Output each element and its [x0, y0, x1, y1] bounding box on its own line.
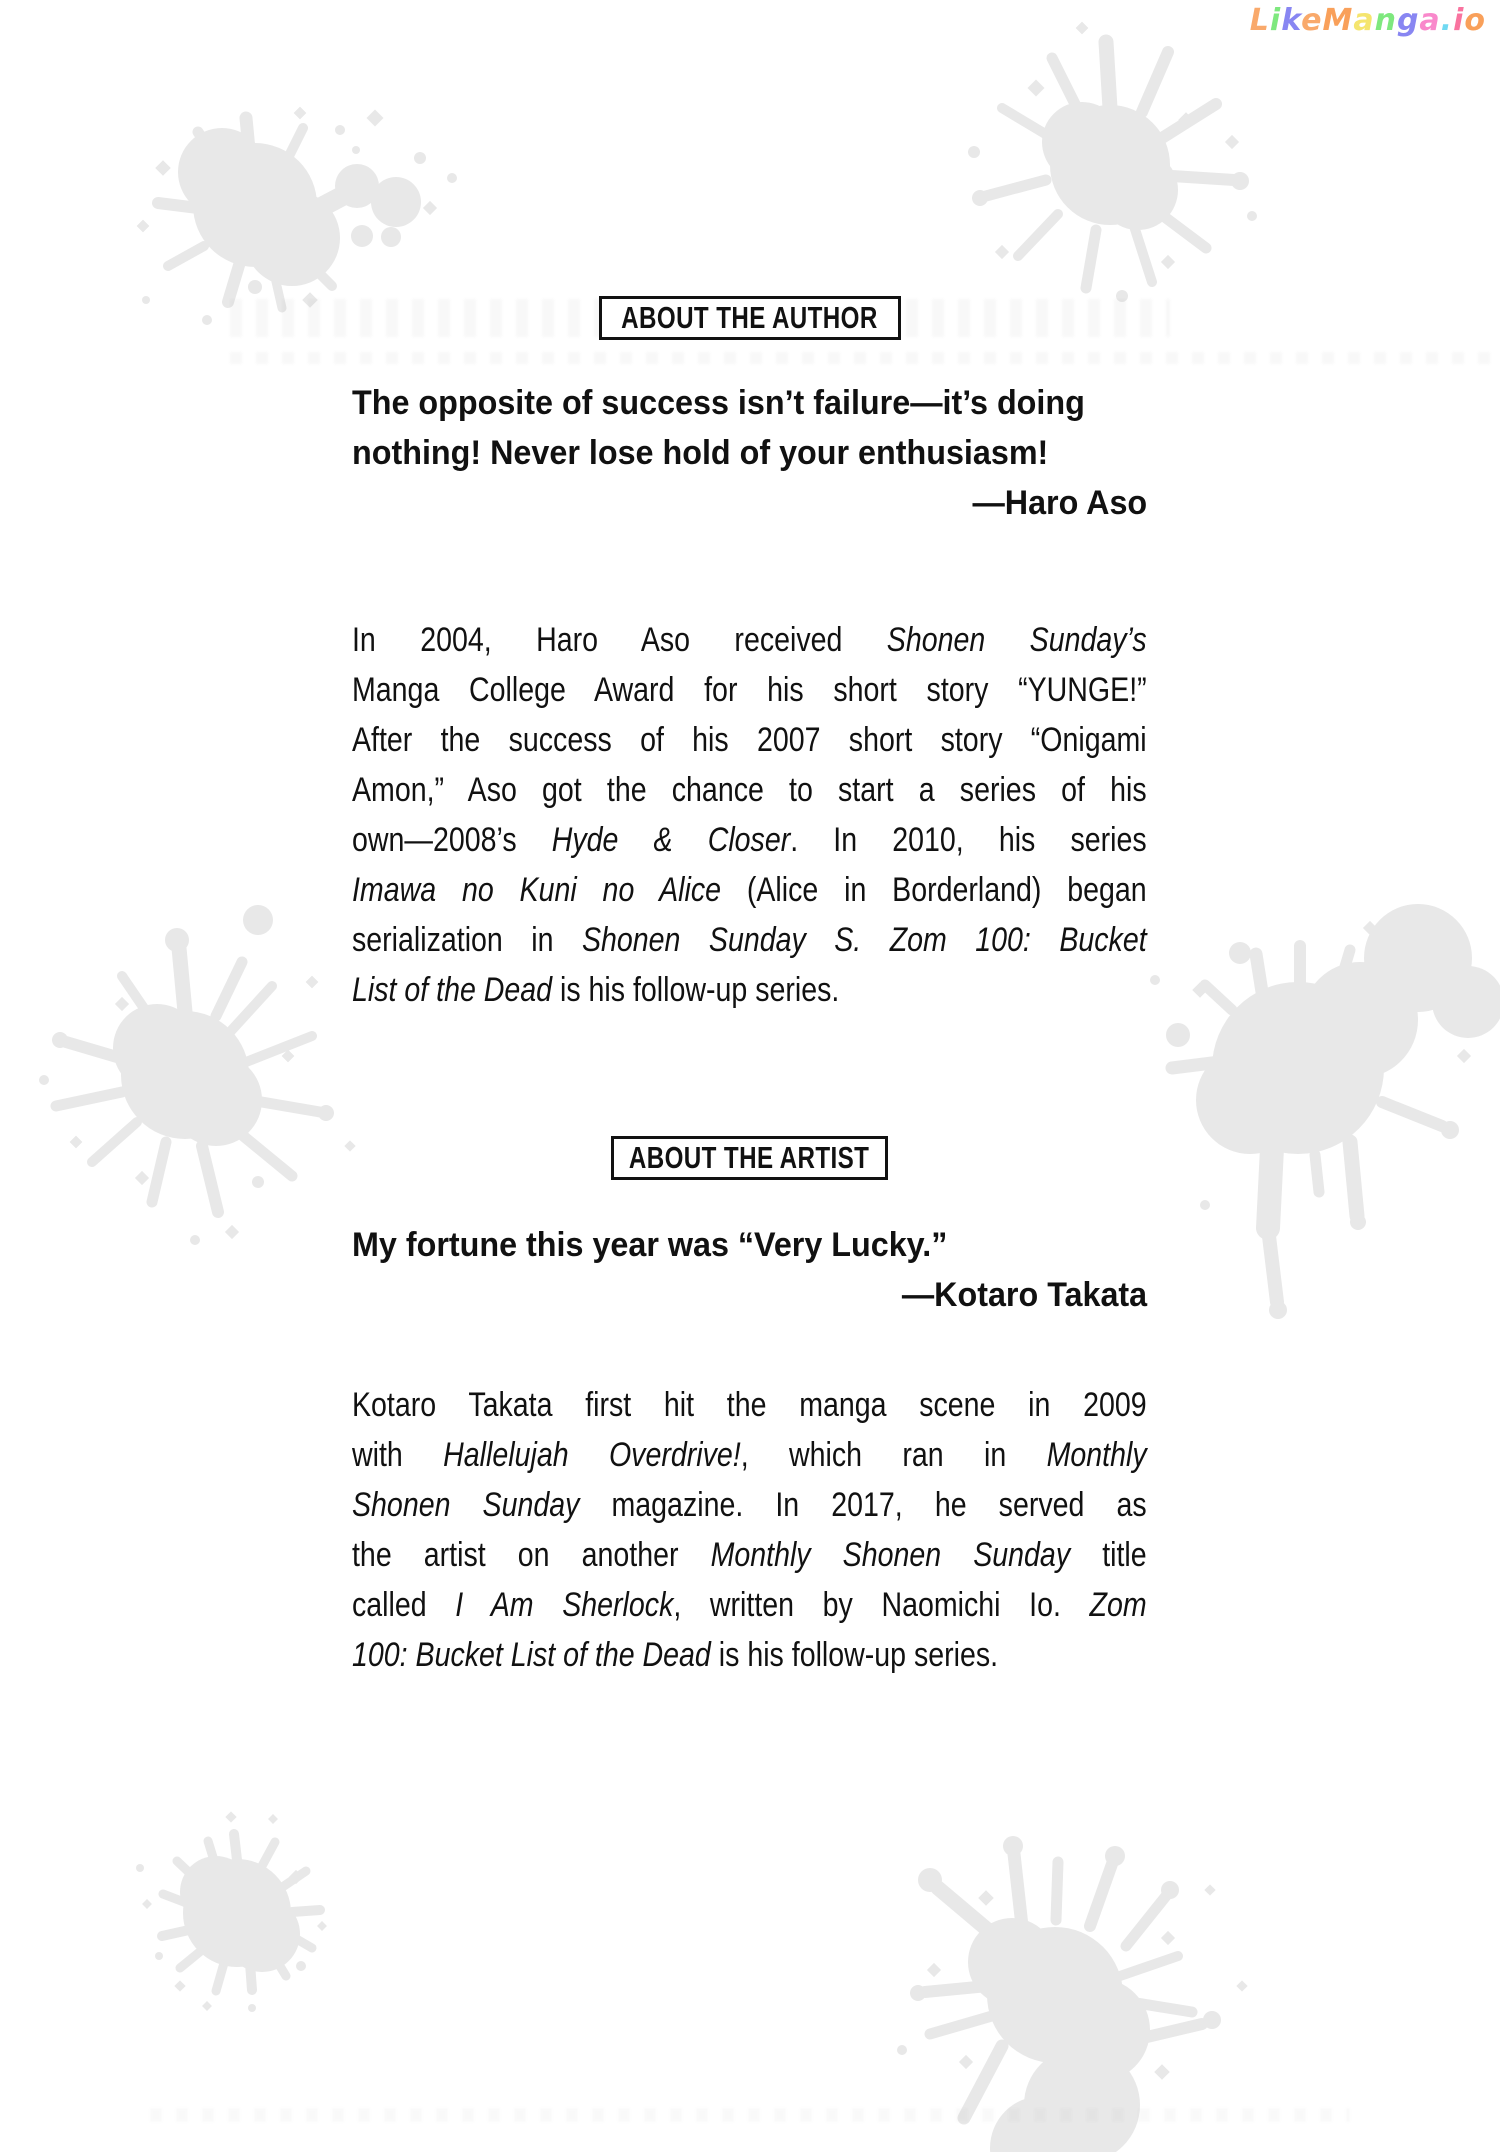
print-bleed-artifact	[150, 2108, 1350, 2122]
watermark-letter: i	[1269, 3, 1282, 38]
ink-splat-top-left	[137, 107, 457, 325]
quote-line: nothing! Never lose hold of your enthusiasm!	[352, 434, 1049, 472]
watermark-letter: .	[1440, 3, 1454, 38]
artist-quote	[352, 1220, 1147, 1320]
watermark-letter: L	[1249, 3, 1270, 38]
bio-line: List of the Dead is his follow-up series.	[352, 971, 840, 1009]
author-heading-row	[352, 296, 1147, 340]
watermark-letter: a	[1353, 3, 1375, 38]
ink-splat-bottom-right	[897, 1836, 1248, 2152]
bio-line: Imawa no Kuni no Alice (Alice in Borderland) began	[352, 871, 1147, 909]
author-quote	[352, 378, 1147, 528]
artist-heading-row	[352, 1136, 1147, 1180]
ink-splat-left-middle	[39, 905, 356, 1245]
about-the-artist-heading	[611, 1136, 888, 1180]
bio-line: called I Am Sherlock, written by Naomichi Io. Zom	[352, 1586, 1147, 1624]
about-the-author-heading	[599, 296, 901, 340]
bio-line: with Hallelujah Overdrive!, which ran in Monthly	[352, 1436, 1147, 1474]
site-watermark	[1250, 3, 1486, 38]
print-bleed-artifact	[230, 352, 1495, 364]
bio-line: Kotaro Takata first hit the manga scene in 2009	[352, 1386, 1147, 1424]
ink-splat-right-middle	[1150, 904, 1500, 1319]
watermark-letter: n	[1374, 3, 1397, 38]
artist-quote-lines	[352, 1220, 1147, 1270]
ink-splat-bottom-left	[136, 1811, 327, 2012]
watermark-letter: k	[1281, 3, 1302, 38]
watermark-letter: e	[1301, 3, 1323, 38]
watermark-letter: o	[1464, 3, 1486, 38]
bio-line: serialization in Shonen Sunday S. Zom 100: Bucket	[352, 921, 1147, 959]
bio-line: In 2004, Haro Aso received Shonen Sunday’s	[352, 621, 1147, 659]
quote-line: The opposite of success isn’t failure—it’s doing	[352, 384, 1085, 422]
artist-bio-paragraph	[352, 1380, 1147, 1680]
quote-line: My fortune this year was “Very Lucky.”	[352, 1226, 948, 1264]
about-the-author-heading-text: ABOUT THE AUTHOR	[621, 300, 878, 335]
watermark-letter: a	[1419, 3, 1441, 38]
artist-quote-attribution: —Kotaro Takata	[901, 1276, 1148, 1314]
bio-line: Manga College Award for his short story “YUNGE!”	[352, 671, 1147, 709]
watermark-letter: g	[1396, 3, 1420, 38]
author-quote-attribution: —Haro Aso	[972, 484, 1148, 522]
author-bio-paragraph	[352, 615, 1147, 1015]
bio-line: After the success of his 2007 short story “Onigami	[352, 721, 1147, 759]
bio-line: Shonen Sunday magazine. In 2017, he served as	[352, 1486, 1147, 1524]
about-the-artist-heading-text: ABOUT THE ARTIST	[629, 1140, 870, 1175]
bio-line: own—2008’s Hyde & Closer. In 2010, his series	[352, 821, 1147, 859]
watermark-letter: M	[1322, 3, 1354, 38]
bio-line: Amon,” Aso got the chance to start a series of his	[352, 771, 1147, 809]
bio-line: the artist on another Monthly Shonen Sunday title	[352, 1536, 1147, 1574]
watermark-letter: i	[1453, 3, 1465, 38]
bio-line: 100: Bucket List of the Dead is his follow-up series.	[352, 1636, 999, 1674]
ink-splat-top-right	[968, 22, 1257, 302]
author-quote-lines	[352, 378, 1147, 478]
